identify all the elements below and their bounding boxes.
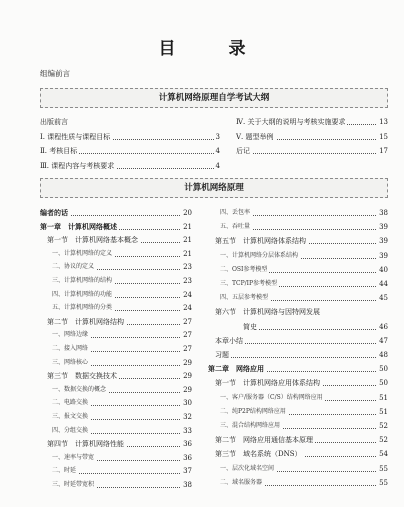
toc-entry — [208, 349, 388, 361]
toc-entry-label: Ⅴ. 题型举例 — [236, 132, 274, 141]
toc-entry-label: 编者的话 — [40, 208, 68, 217]
toc-entry-page: 27 — [183, 317, 192, 326]
toc-entry — [208, 306, 388, 318]
toc-entry — [208, 377, 388, 389]
toc-entry-page: 51 — [379, 407, 388, 416]
toc-entry-page: 39 — [379, 237, 388, 246]
toc-entry-page: 29 — [183, 372, 192, 381]
toc-entry-page: 38 — [183, 481, 192, 489]
toc-entry-page: 21 — [183, 236, 192, 245]
toc-entry — [208, 463, 388, 475]
toc-entry — [40, 207, 192, 219]
toc-entry — [208, 434, 388, 446]
toc-entry-label: 一、计算机网络的定义 — [40, 248, 114, 260]
toc-entry-page: 50 — [379, 365, 388, 374]
toc-entry-label: 二、接入网络 — [40, 343, 90, 355]
toc-entry-label: 第一节 计算机网络基本概念 — [40, 236, 138, 245]
toc-entry-label: 第六节 计算机网络与因特网发展 — [208, 308, 320, 317]
toc-entry — [40, 465, 192, 477]
toc-entry-label: 三、计算机网络的结构 — [40, 275, 114, 287]
toc-entry — [40, 234, 192, 246]
toc-entry-page: 20 — [183, 209, 192, 217]
toc-entry — [208, 448, 388, 460]
toc-entry — [208, 420, 388, 432]
toc-entry-label: 第二节 计算机网络结构 — [40, 317, 124, 326]
toc-entry — [40, 425, 192, 437]
toc-entry — [208, 477, 388, 489]
toc-entry — [40, 384, 192, 396]
toc-entry-page: 3 — [215, 132, 220, 141]
toc-entry-label: 第三节 数据交换技术 — [40, 372, 117, 381]
toc-entry-label: 二、协议的定义 — [40, 261, 96, 273]
toc-entry — [208, 250, 388, 262]
toc-entry-page: 29 — [183, 385, 192, 394]
toc-entry-page: 32 — [183, 413, 192, 421]
toc-entry-label: 本章小结 — [208, 336, 243, 345]
toc-entry — [40, 329, 192, 341]
toc-entry-label: 习题 — [208, 351, 229, 359]
toc-entry-page: 36 — [183, 440, 192, 449]
toc-entry-label: 二、纯P2P结构网络应用 — [208, 406, 288, 418]
toc-entry-label: 五、吞吐量 — [208, 221, 252, 233]
toc-entry — [208, 207, 388, 219]
toc-entry-page: 4 — [215, 161, 220, 170]
toc-entry — [40, 116, 220, 128]
toc-entry-page: 13 — [379, 118, 388, 126]
toc-entry-label: 简史 — [208, 322, 257, 331]
toc-entry-label: 一、计算机网络分层体系结构 — [208, 250, 300, 262]
toc-entry-label: 第一章 计算机网络概述 — [40, 221, 117, 231]
page-title: 目 录 — [158, 39, 264, 59]
toc-entry — [40, 357, 192, 369]
toc-entry-label: 三、网络核心 — [40, 357, 90, 369]
toc-entry-page: 52 — [379, 422, 388, 430]
toc-entry-page: 23 — [183, 277, 192, 285]
toc-entry — [208, 406, 388, 418]
toc-entry-label: 一、层次化域名空间 — [208, 463, 276, 475]
toc-entry-label: 第二节 网络应用通信基本原理 — [208, 436, 313, 445]
toc-entry-label: 二、域名服务器 — [208, 477, 264, 489]
toc-entry-label: Ⅲ. 课程内容与考核要求 — [40, 161, 115, 170]
toc-entry — [40, 261, 192, 273]
toc-entry — [40, 289, 192, 301]
toc-entry — [208, 321, 388, 333]
toc-entry-label: 三、TCP/IP参考模型 — [208, 278, 279, 290]
dot-leader — [236, 153, 388, 154]
toc-entry-label: 三、时延带宽积 — [40, 479, 96, 491]
toc-entry-label: 四、丢包率 — [208, 207, 252, 219]
toc-entry-page: 30 — [183, 399, 192, 408]
toc-entry-page: 54 — [379, 450, 388, 459]
toc-entry-page: 15 — [379, 132, 388, 141]
toc-entry-page: 21 — [183, 222, 192, 231]
toc-entry-label: 三、混合结构网络应用 — [208, 420, 282, 432]
toc-entry-label: 二、时延 — [40, 465, 78, 477]
toc-entry-label: 一、速率与带宽 — [40, 452, 96, 464]
toc-entry — [40, 221, 192, 233]
dot-leader — [208, 357, 388, 358]
toc-entry-page: 55 — [379, 464, 388, 473]
toc-entry-page: 51 — [379, 393, 388, 402]
toc-entry-label: 第四节 计算机网络性能 — [40, 440, 124, 449]
toc-entry — [40, 275, 192, 287]
toc-entry — [40, 131, 220, 143]
toc-entry-page: 23 — [183, 263, 192, 272]
toc-entry-page: 27 — [183, 331, 192, 340]
toc-entry — [208, 363, 388, 375]
toc-entry — [40, 397, 192, 409]
toc-entry — [208, 392, 388, 404]
toc-entry — [208, 235, 388, 247]
toc-entry — [40, 479, 192, 491]
toc-entry-label: Ⅰ. 课程性质与课程目标 — [40, 132, 111, 141]
toc-entry — [208, 221, 388, 233]
toc-entry — [236, 131, 388, 143]
toc-entry-page: 24 — [183, 304, 192, 313]
toc-entry-label: 第一节 计算机网络应用体系结构 — [208, 379, 320, 388]
toc-entry-page: 27 — [183, 345, 192, 353]
toc-entry-page: 36 — [183, 453, 192, 462]
toc-entry — [40, 145, 220, 157]
toc-entry-label: 二、电路交换 — [40, 397, 90, 409]
toc-entry — [40, 452, 192, 464]
toc-entry-page: 52 — [379, 436, 388, 445]
toc-entry-label: 第三节 域名系统（DNS） — [208, 450, 302, 459]
toc-entry-page: 4 — [215, 147, 220, 155]
toc-entry-label: 一、数据交换的概念 — [40, 384, 108, 396]
toc-entry-label: Ⅱ. 考核目标 — [40, 147, 78, 155]
toc-entry — [208, 292, 388, 304]
toc-entry-page: 47 — [379, 336, 388, 345]
toc-entry-label: 二、OSI参考模型 — [208, 264, 269, 276]
toc-entry-label: 第五节 计算机网络体系结构 — [208, 237, 306, 246]
principles-section-banner: 计算机网络原理 — [40, 178, 388, 198]
toc-entry — [40, 438, 192, 450]
syllabus-section-banner: 计算机网络原理自学考试大纲 — [40, 88, 388, 108]
toc-entry-page: 17 — [379, 147, 388, 155]
toc-entry — [208, 278, 388, 290]
toc-entry — [208, 335, 388, 347]
toc-entry-label: 五、计算机网络的分类 — [40, 302, 114, 314]
toc-entry-page: 50 — [379, 379, 388, 388]
toc-entry-page: 33 — [183, 426, 192, 435]
toc-entry-page: 21 — [183, 249, 192, 258]
toc-entry — [40, 370, 192, 382]
toc-entry-page: 44 — [379, 280, 388, 288]
toc-entry-label: 一、客户/服务器（C/S）结构网络应用 — [208, 392, 325, 404]
toc-entry — [236, 145, 388, 157]
toc-entry-label: 四、分组交换 — [40, 425, 90, 437]
toc-entry-page: 38 — [379, 209, 388, 217]
toc-entry-label: 出版前言 — [40, 118, 68, 126]
toc-entry — [40, 411, 192, 423]
toc-entry-page: 39 — [379, 251, 388, 260]
toc-entry-page: 48 — [379, 351, 388, 359]
toc-entry — [40, 343, 192, 355]
toc-entry-label: 四、五层参考模型 — [208, 292, 270, 304]
toc-entry — [208, 264, 388, 276]
toc-entry-page: 45 — [379, 294, 388, 303]
toc-entry-label: 三、报文交换 — [40, 411, 90, 423]
toc-entry — [40, 160, 220, 172]
toc-entry-label: 第二章 网络应用 — [208, 364, 264, 374]
compiler-foreword-entry: 组编前言 — [40, 69, 70, 78]
toc-entry-page: 46 — [379, 322, 388, 331]
toc-entry-page: 55 — [379, 478, 388, 487]
toc-entry-page: 40 — [379, 265, 388, 274]
toc-entry-page: 29 — [183, 358, 192, 367]
toc-entry-label: 后记 — [236, 147, 250, 155]
toc-entry — [40, 248, 192, 260]
toc-entry-page: 24 — [183, 290, 192, 299]
toc-entry-label: 四、计算机网络的功能 — [40, 289, 114, 301]
toc-entry-label: Ⅳ. 关于大纲的说明与考核实施要求 — [236, 118, 346, 126]
toc-entry — [236, 116, 388, 128]
toc-entry-page: 37 — [183, 467, 192, 476]
toc-entry — [40, 302, 192, 314]
toc-entry-page: 39 — [379, 223, 388, 232]
toc-entry-label: 一、网络边缘 — [40, 329, 90, 341]
toc-entry — [40, 316, 192, 328]
